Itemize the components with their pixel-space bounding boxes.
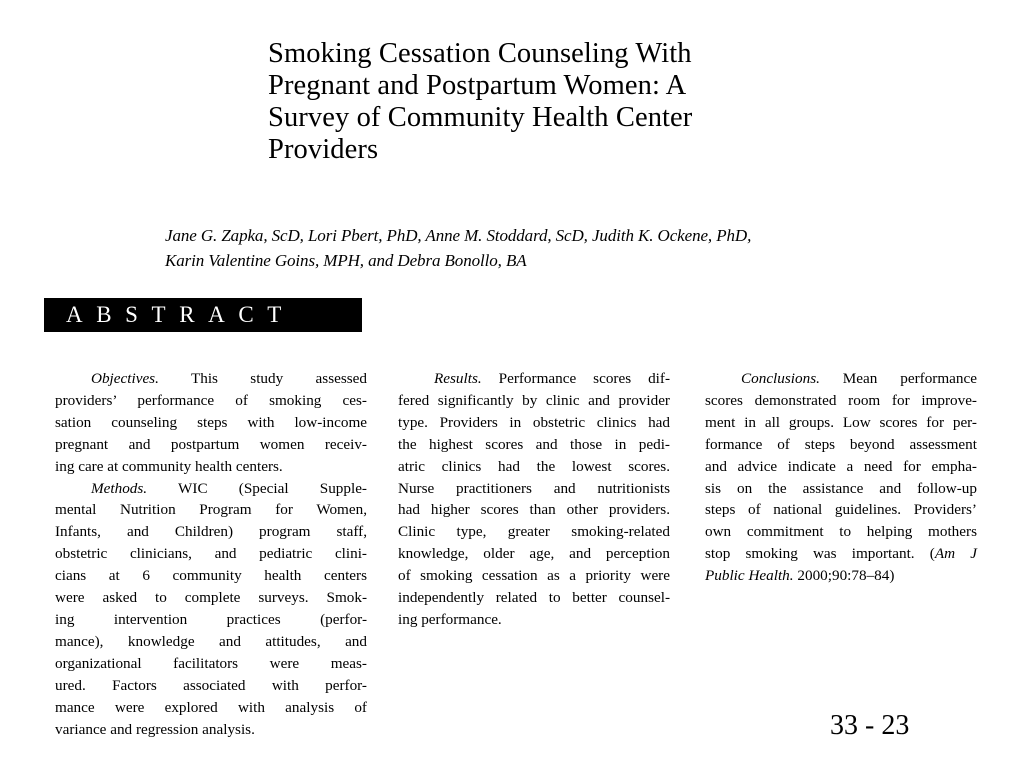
paragraph-line-text: This study assessed: [190, 370, 367, 387]
paragraph-line: ing care at community health centers.: [55, 457, 283, 475]
paragraph-line: providers’ performance of smoking ces-: [55, 391, 367, 409]
paragraph-line: mental Nutrition Program for Women,: [55, 501, 367, 519]
author-line: Jane G. Zapka, ScD, Lori Pbert, PhD, Anne M. Stoddard, ScD, Judith K. Ockene, PhD,: [165, 226, 752, 245]
paragraph-line: own commitment to helping mothers: [705, 523, 977, 541]
paragraph-line: of smoking cessation as a priority were: [398, 567, 670, 585]
paragraph-line: [705, 368, 977, 390]
paragraph-line: were asked to complete surveys. Smok-: [55, 589, 367, 607]
paragraph-line-text: Mean performance: [842, 370, 977, 387]
paragraph-line: had higher scores than other providers.: [398, 501, 670, 519]
paragraph-line: ing intervention practices (perfor-: [55, 610, 367, 628]
abstract-column-middle: [398, 368, 670, 631]
abstract-column-left: [55, 368, 367, 740]
paragraph-line: steps of national guidelines. Providers’: [705, 501, 977, 519]
paper-title: [268, 38, 848, 166]
paragraph-line: mance), knowledge and attitudes, and: [55, 632, 367, 650]
paragraph-line: knowledge, older age, and perception: [398, 545, 670, 563]
paragraph-line: Clinic type, greater smoking-related: [398, 523, 670, 541]
paragraph-line: type. Providers in obstetric clinics had: [398, 413, 670, 431]
objectives-paragraph: [55, 368, 367, 478]
title-line: Providers: [268, 134, 379, 165]
paragraph-line: the highest scores and those in pedi-: [398, 435, 670, 453]
paragraph-line: ment in all groups. Low scores for per-: [705, 413, 977, 431]
author-line: Karin Valentine Goins, MPH, and Debra Bonollo, BA: [165, 251, 527, 270]
paragraph-line: [705, 543, 977, 565]
methods-label: Methods.: [91, 479, 148, 497]
citation-journal-lead: Am J: [934, 545, 977, 563]
title-line: Pregnant and Postpartum Women: A: [268, 70, 687, 101]
paragraph-line: atric clinics had the lowest scores.: [398, 457, 670, 475]
paragraph-line: Nurse practitioners and nutritionists: [398, 479, 670, 497]
paragraph-line: cians at 6 community health centers: [55, 567, 367, 585]
paragraph-line: sation counseling steps with low-income: [55, 413, 367, 431]
citation-journal-tail: Public Health.: [705, 567, 794, 585]
paragraph-line-text: stop smoking was important. (: [705, 545, 935, 563]
author-list: [165, 223, 925, 273]
objectives-label: Objectives.: [91, 370, 159, 387]
results-label: Results.: [434, 370, 482, 387]
paragraph-line: Infants, and Children) program staff,: [55, 523, 367, 541]
abstract-column-right: [705, 368, 977, 587]
paragraph-line: formance of steps beyond assessment: [705, 435, 977, 453]
slide-page-number: 33 - 23: [830, 710, 910, 741]
paragraph-line-text: WIC (Special Supple-: [178, 479, 367, 497]
abstract-heading: ABSTRACT: [44, 298, 362, 332]
conclusions-paragraph: [705, 368, 977, 587]
citation-details: 2000;90:78–84): [797, 567, 895, 585]
paragraph-line: sis on the assistance and follow-up: [705, 479, 977, 497]
paragraph-line: mance were explored with analysis of: [55, 698, 367, 716]
paragraph-line: [705, 565, 977, 587]
methods-paragraph: [55, 478, 367, 741]
paragraph-line: ing performance.: [398, 610, 502, 628]
results-paragraph: [398, 368, 670, 631]
paragraph-line: pregnant and postpartum women receiv-: [55, 435, 367, 453]
paragraph-line: fered significantly by clinic and provider: [398, 391, 670, 409]
paragraph-line: [398, 368, 670, 390]
paragraph-line: obstetric clinicians, and pediatric clini-: [55, 545, 367, 563]
paragraph-line: independently related to better counsel-: [398, 589, 670, 607]
paragraph-line: scores demonstrated room for improve-: [705, 391, 977, 409]
paragraph-line: [55, 478, 367, 500]
title-line: Survey of Community Health Center: [268, 102, 693, 133]
paragraph-line-text: Performance scores dif-: [498, 370, 670, 387]
title-line: Smoking Cessation Counseling With: [268, 38, 692, 69]
paragraph-line: ured. Factors associated with perfor-: [55, 676, 367, 694]
paragraph-line: variance and regression analysis.: [55, 720, 255, 738]
paragraph-line: [55, 368, 367, 390]
conclusions-label: Conclusions.: [741, 370, 820, 387]
paragraph-line: organizational facilitators were meas-: [55, 654, 367, 672]
paragraph-line: and advice indicate a need for empha-: [705, 457, 977, 475]
